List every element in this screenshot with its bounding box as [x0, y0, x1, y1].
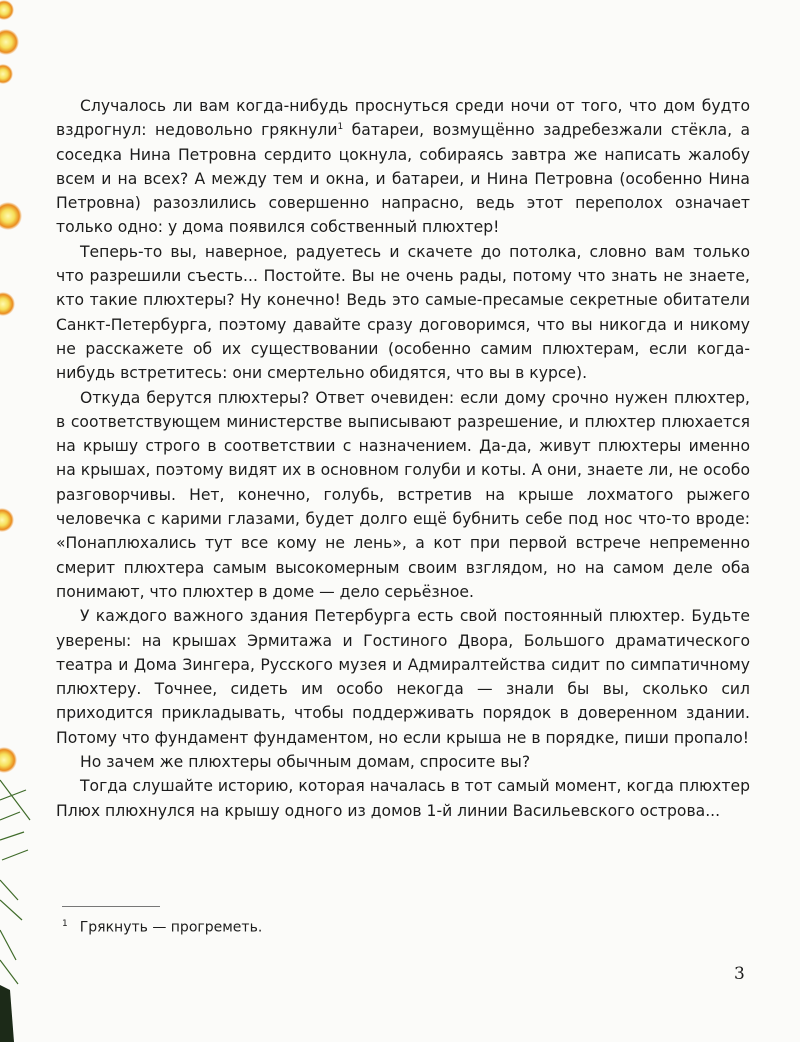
paragraph	[56, 94, 750, 240]
page-body	[56, 94, 750, 823]
footnote-divider	[62, 906, 160, 907]
pine-branch	[0, 780, 30, 984]
footnote-reference: 1	[337, 122, 344, 133]
fairy-lights	[0, 0, 22, 773]
paragraph: Теперь-то вы, наверное, радуетесь и скачете до потолка, словно вам только что разрешили съесть... Постойте. Вы не очень рады, потому что знать не знаете, кто такие плюхтеры? Ну конечно! Ведь это самые-пресамые секретные обитатели Санкт-Петербурга, поэтому давайте сразу договоримся, что вы никогда и никому не расскажете об их существовании (особенно самим плюхтерам, если когда-нибудь встретитесь: они смертельно обидятся, что вы в курсе).	[56, 242, 750, 383]
dark-foliage	[0, 985, 14, 1042]
paragraph: Но зачем же плюхтеры обычным домам, спросите вы?	[80, 753, 531, 772]
footnote-text: Грякнуть — прогреметь.	[79, 919, 263, 936]
footnote	[62, 914, 662, 938]
footnote-mark: 1	[62, 919, 68, 929]
paragraph-text: Случалось ли вам когда-нибудь проснуться среди ночи от того, что дом будто вздрогнул: недовольно грякнули	[56, 97, 750, 140]
page-number: 3	[734, 964, 745, 984]
paragraph: Тогда слушайте историю, которая началась в тот самый момент, когда плюхтер Плюх плюхнулся на крышу одного из домов 1-й линии Васильевского острова...	[56, 777, 750, 820]
decorative-edge-illustration	[0, 0, 40, 1042]
paragraph: Откуда берутся плюхтеры? Ответ очевиден: если дому срочно нужен плюхтер, в соответствующем министерстве выписывают разрешение, и плюхтер плюхается на крышу строго в соответствии с назначением. Да-да, живут плюхтеры именно на крышах, поэтому видят их в основном голуби и коты. А они, знаете ли, не особо разговорчивы. Нет, конечно, голубь, встретив на крыше лохматого рыжего человечка с карими глазами, будет долго ещё бубнить себе под нос что-то вроде: «Понаплюхались тут все кому не лень», а кот при первой встрече непременно смерит плюхтера самым высокомерным своим взглядом, но на самом деле оба понимают, что плюхтер в доме — дело серьёзное.	[56, 388, 750, 601]
paragraph-text: батареи, возмущённо задребезжали стёкла, а соседка Нина Петровна сердито цокнула, собираясь завтра же написать жалобу всем и на всех? А между тем и окна, и батареи, и Нина Петровна (особенно Нина Петровна) разозлились совершенно напрасно, ведь этот переполох означает только одно: у дома появился собственный плюхтер!	[56, 121, 750, 237]
paragraph: У каждого важного здания Петербурга есть свой постоянный плюхтер. Будьте уверены: на крышах Эрмитажа и Гостиного Двора, Большого драматического театра и Дома Зингера, Русского музея и Адмиралтейства сидит по симпатичному плюхтеру. Точнее, сидеть им особо некогда — знали бы вы, сколько сил приходится прикладывать, чтобы поддерживать порядок в доверенном здании. Потому что фундамент фундаментом, но если крыша не в порядке, пиши пропало!	[56, 607, 750, 747]
